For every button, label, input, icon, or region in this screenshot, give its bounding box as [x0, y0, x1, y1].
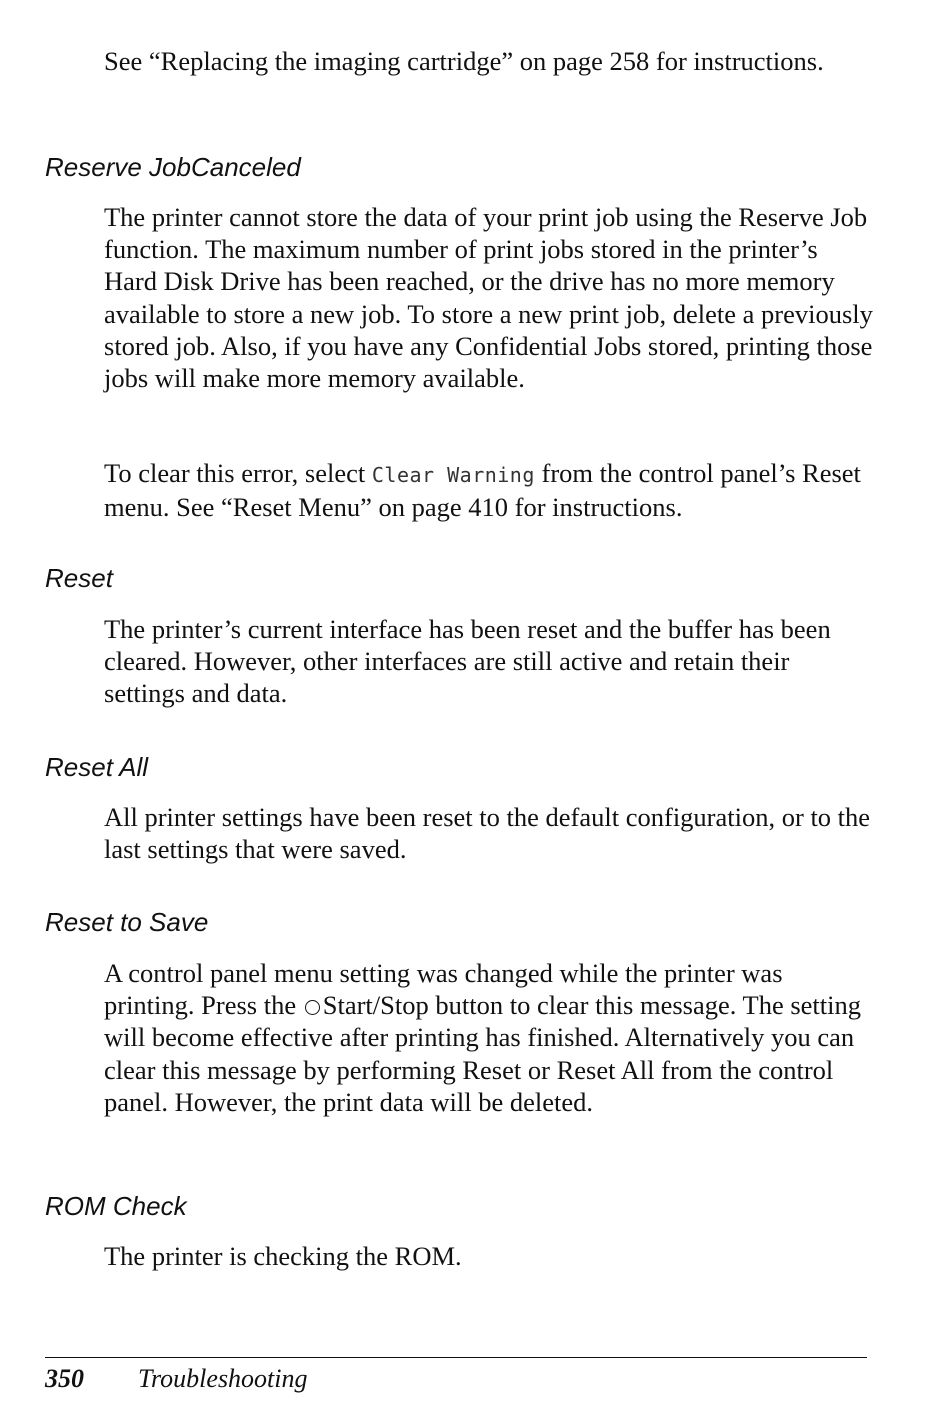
heading-reset-to-save: Reset to Save [45, 907, 209, 937]
reset-to-save-text-after: Start/Stop button to clear this message. The setting will become effective after printing has finished. Alternatively you can clear this message by performing Reset or Reset All from the control panel. However, the print data will be deleted. [104, 990, 862, 1117]
start-stop-circle-icon [305, 1000, 320, 1015]
reset-to-save-text-before: A control panel menu setting was changed while the printer was printing. Press the [104, 958, 783, 1021]
footer-divider [45, 1357, 867, 1358]
heading-reset: Reset [45, 563, 113, 593]
lcd-clear-warning: Clear Warning [371, 463, 535, 487]
clear-text-after: from the control panel’s Reset menu. See “Reset Menu” on page 410 for instructions. [104, 458, 861, 523]
heading-reset-all: Reset All [45, 752, 149, 782]
heading-rom-check: ROM Check [45, 1191, 187, 1221]
clear-text-before: To clear this error, select [104, 458, 366, 488]
reset-all-paragraph: All printer settings have been reset to the default configuration, or to the last settings that were saved. [104, 802, 871, 865]
reset-to-save-paragraph [104, 957, 874, 1118]
heading-reserve-job-canceled: Reserve JobCanceled [45, 152, 301, 182]
page-number: 350 [45, 1364, 84, 1393]
reserve-job-canceled-paragraph: The printer cannot store the data of your print job using the Reserve Job function. The maximum number of print jobs stored in the printer’s Hard Disk Drive has been reached, or the drive has no more memory available to store a new job. To store a new print job, delete a previously stored job. Also, if you have any Confidential Jobs stored, printing those jobs will make more memory available. [104, 202, 873, 394]
intro-paragraph: See “Replacing the imaging cartridge” on page 258 for instructions. [104, 46, 824, 76]
rom-check-paragraph: The printer is checking the ROM. [104, 1241, 462, 1271]
reserve-job-clear-paragraph [104, 457, 874, 523]
reset-paragraph: The printer’s current interface has been reset and the buffer has been cleared. However, other interfaces are still active and retain their settings and data. [104, 614, 831, 709]
footer-section-title: Troubleshooting [138, 1364, 308, 1393]
